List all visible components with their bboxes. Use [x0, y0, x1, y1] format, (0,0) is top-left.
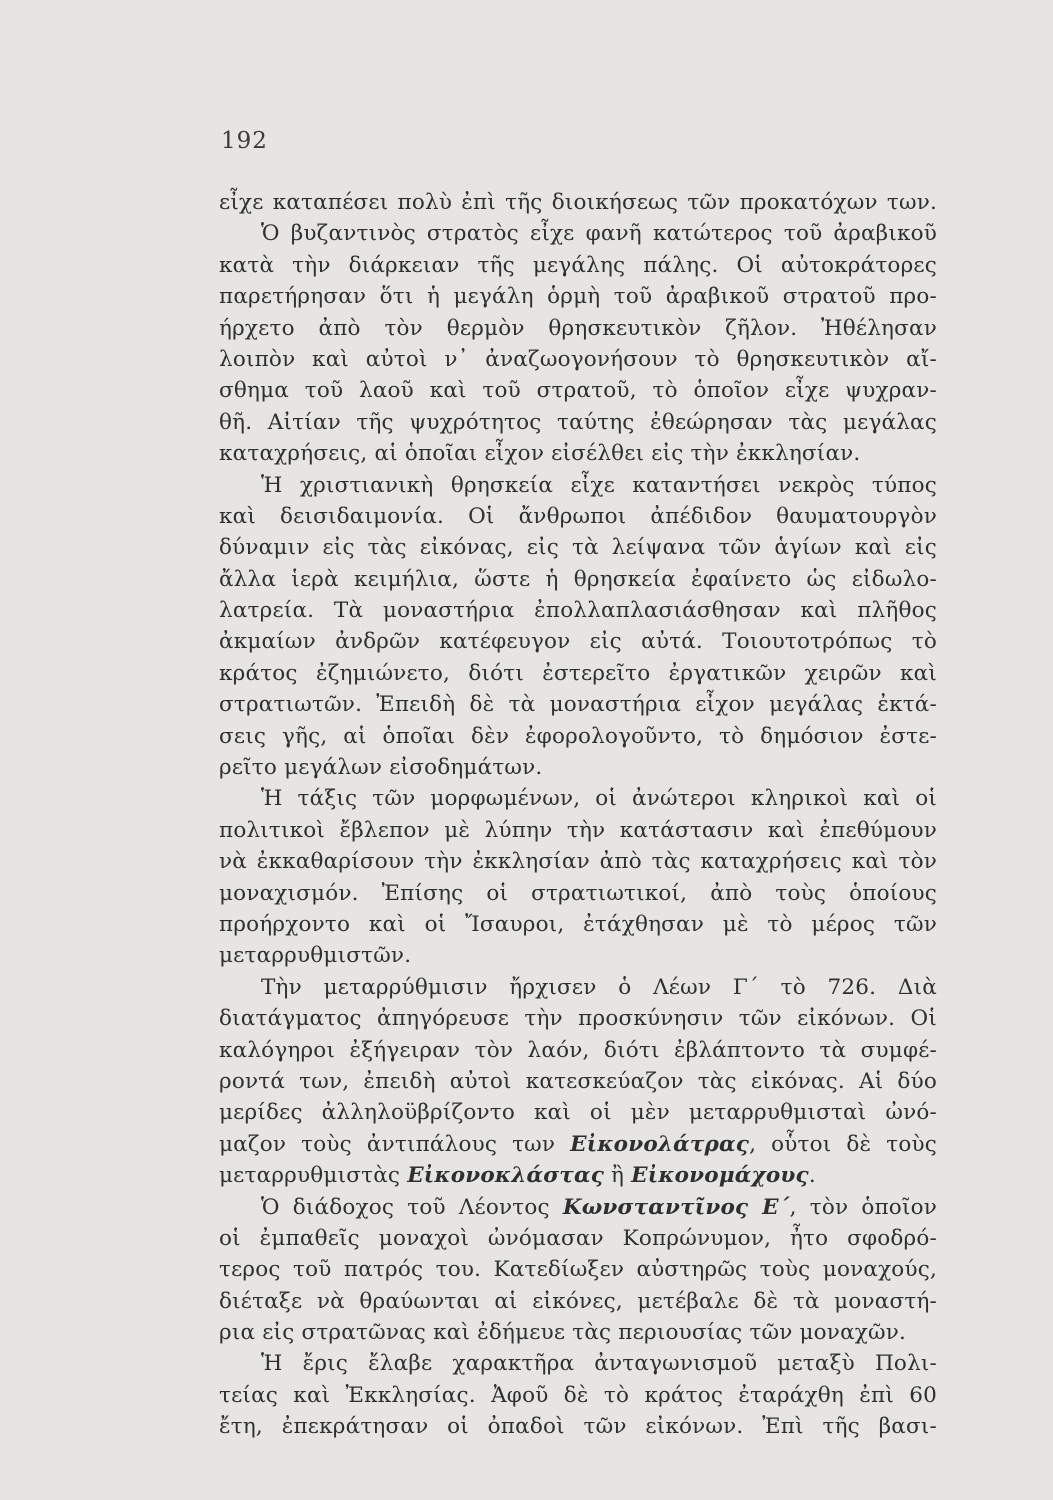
- body-text: [219, 187, 937, 1443]
- text-line: μεταρρυθμιστῶν.: [219, 943, 412, 969]
- text-line: ρια εἰς στρατῶνας καὶ ἐδήμευε τὰς περιουσίας τῶν μοναχῶν.: [219, 1320, 907, 1346]
- emphasized-term: Κωνσταντῖνος Ε΄: [562, 1194, 790, 1220]
- text-fragment: .: [808, 1163, 816, 1189]
- text-line: σεις γῆς, αἱ ὁποῖαι δὲν ἐφορολογοῦντο, τὸ δημόσιον ἐστε-: [219, 723, 937, 749]
- text-line: Ἡ τάξις τῶν μορφωμένων, οἱ ἀνώτεροι κληρικοὶ καὶ οἱ: [261, 786, 937, 812]
- text-line: λατρεία. Τὰ μοναστήρια ἐπολλαπλασιάσθησαν καὶ πλῆθος: [219, 598, 937, 624]
- emphasized-term: Εἰκονοκλάστας: [407, 1163, 604, 1189]
- text-line: θῆ. Αἰτίαν τῆς ψυχρότητος ταύτης ἐθεώρησαν τὰς μεγάλας: [219, 409, 937, 435]
- emphasized-term: Εἰκονολάτρας: [570, 1131, 750, 1157]
- text-line: [219, 1129, 937, 1160]
- emphasized-term: Εἰκονομάχους: [631, 1163, 809, 1189]
- text-line: διέταξε νὰ θραύωνται αἱ εἰκόνες, μετέβαλε δὲ τὰ μοναστή-: [219, 1288, 937, 1314]
- text-line: δύναμιν εἰς τὰς εἰκόνας, εἰς τὰ λείψανα τῶν ἁγίων καὶ εἰς: [219, 535, 937, 561]
- text-fragment: μαζον τοὺς ἀντιπάλους των: [219, 1131, 571, 1157]
- text-line: [219, 1160, 937, 1191]
- text-line: Ἡ χριστιανικὴ θρησκεία εἶχε καταντήσει νεκρὸς τύπος: [261, 472, 937, 498]
- text-line: ρεῖτο μεγάλων εἰσοδημάτων.: [219, 755, 543, 781]
- text-line: Ὁ βυζαντινὸς στρατὸς εἶχε φανῆ κατώτερος τοῦ ἀραβικοῦ: [261, 221, 937, 247]
- text-line: οἱ ἐμπαθεῖς μοναχοὶ ὠνόμασαν Κοπρώνυμον, ἦτο σφοδρό-: [219, 1225, 937, 1251]
- text-line: καὶ δεισιδαιμονία. Οἱ ἄνθρωποι ἀπέδιδον θαυματουργὸν: [219, 503, 937, 529]
- text-line: ἄλλα ἱερὰ κειμήλια, ὥστε ἡ θρησκεία ἐφαίνετο ὡς εἰδωλο-: [219, 566, 937, 592]
- text-line: μερίδες ἀλληλοϋβρίζοντο καὶ οἱ μὲν μεταρρυθμισταὶ ὠνό-: [219, 1100, 937, 1126]
- text-fragment: , οὗτοι δὲ τοὺς: [749, 1131, 937, 1157]
- text-line: διατάγματος ἀπηγόρευσε τὴν προσκύνησιν τῶν εἰκόνων. Οἱ: [219, 1006, 937, 1032]
- text-fragment: μεταρρυθμιστὰς: [219, 1163, 408, 1189]
- text-line: τερος τοῦ πατρός του. Κατεδίωξεν αὐστηρῶς τοὺς μοναχούς,: [219, 1257, 937, 1283]
- text-line: ήρχετο ἀπὸ τὸν θερμὸν θρησκευτικὸν ζῆλον. Ἠθέλησαν: [219, 315, 937, 341]
- text-line: τείας καὶ Ἐκκλησίας. Ἀφοῦ δὲ τὸ κράτος ἐταράχθη ἐπὶ 60: [219, 1382, 937, 1408]
- text-fragment: , τὸν ὁποῖον: [789, 1194, 937, 1220]
- text-line: πολιτικοὶ ἔβλεπον μὲ λύπην τὴν κατάστασιν καὶ ἐπεθύμουν: [219, 817, 937, 843]
- text-line: εἶχε καταπέσει πολὺ ἐπὶ τῆς διοικήσεως τῶν προκατόχων των.: [219, 190, 937, 215]
- text-line: σθημα τοῦ λαοῦ καὶ τοῦ στρατοῦ, τὸ ὁποῖον εἶχε ψυχραν-: [219, 378, 937, 404]
- text-line: ροντά των, ἐπειδὴ αὐτοὶ κατεσκεύαζον τὰς εἰκόνας. Αἱ δύο: [219, 1068, 937, 1094]
- text-line: μοναχισμόν. Ἐπίσης οἱ στρατιωτικοί, ἀπὸ τοὺς ὁποίους: [219, 880, 937, 906]
- text-line: παρετήρησαν ὅτι ἡ μεγάλη ὁρμὴ τοῦ ἀραβικοῦ στρατοῦ προ-: [219, 284, 937, 310]
- text-line: ἀκμαίων ἀνδρῶν κατέφευγον εἰς αὐτά. Τοιουτοτρόπως τὸ: [219, 629, 937, 655]
- text-line: κατὰ τὴν διάρκειαν τῆς μεγάλης πάλης. Οἱ αὐτοκράτορες: [219, 252, 937, 278]
- text-line: νὰ ἐκκαθαρίσουν τὴν ἐκκλησίαν ἀπὸ τὰς καταχρήσεις καὶ τὸν: [219, 849, 937, 875]
- text-line: Ἡ ἔρις ἔλαβε χαρακτῆρα ἀνταγωνισμοῦ μεταξὺ Πολι-: [261, 1351, 937, 1377]
- text-fragment: Ὁ διάδοχος τοῦ Λέοντος: [261, 1194, 563, 1220]
- text-fragment: ἢ: [603, 1163, 632, 1189]
- text-line: προήρχοντο καὶ οἱ Ἴσαυροι, ἐτάχθησαν μὲ τὸ μέρος τῶν: [219, 911, 937, 937]
- text-line: κράτος ἐζημιώνετο, διότι ἐστερεῖτο ἐργατικῶν χειρῶν καὶ: [219, 660, 937, 686]
- text-line: στρατιωτῶν. Ἐπειδὴ δὲ τὰ μοναστήρια εἶχον μεγάλας ἐκτά-: [219, 692, 937, 718]
- page-number: 192: [221, 128, 268, 154]
- text-line: ἔτη, ἐπεκράτησαν οἱ ὀπαδοὶ τῶν εἰκόνων. Ἐπὶ τῆς βασι-: [219, 1414, 937, 1440]
- text-line: καλόγηροι ἐξήγειραν τὸν λαόν, διότι ἐβλάπτοντο τὰ συμφέ-: [219, 1037, 937, 1063]
- text-line: Τὴν μεταρρύθμισιν ἤρχισεν ὁ Λέων Γ΄ τὸ 726. Διὰ: [261, 974, 937, 1000]
- text-line: λοιπὸν καὶ αὐτοὶ ν᾿ ἀναζωογονήσουν τὸ θρησκευτικὸν αἴ-: [219, 346, 937, 372]
- text-line: [219, 1192, 937, 1223]
- text-line: καταχρήσεις, αἱ ὁποῖαι εἶχον εἰσέλθει εἰς τὴν ἐκκλησίαν.: [219, 441, 861, 467]
